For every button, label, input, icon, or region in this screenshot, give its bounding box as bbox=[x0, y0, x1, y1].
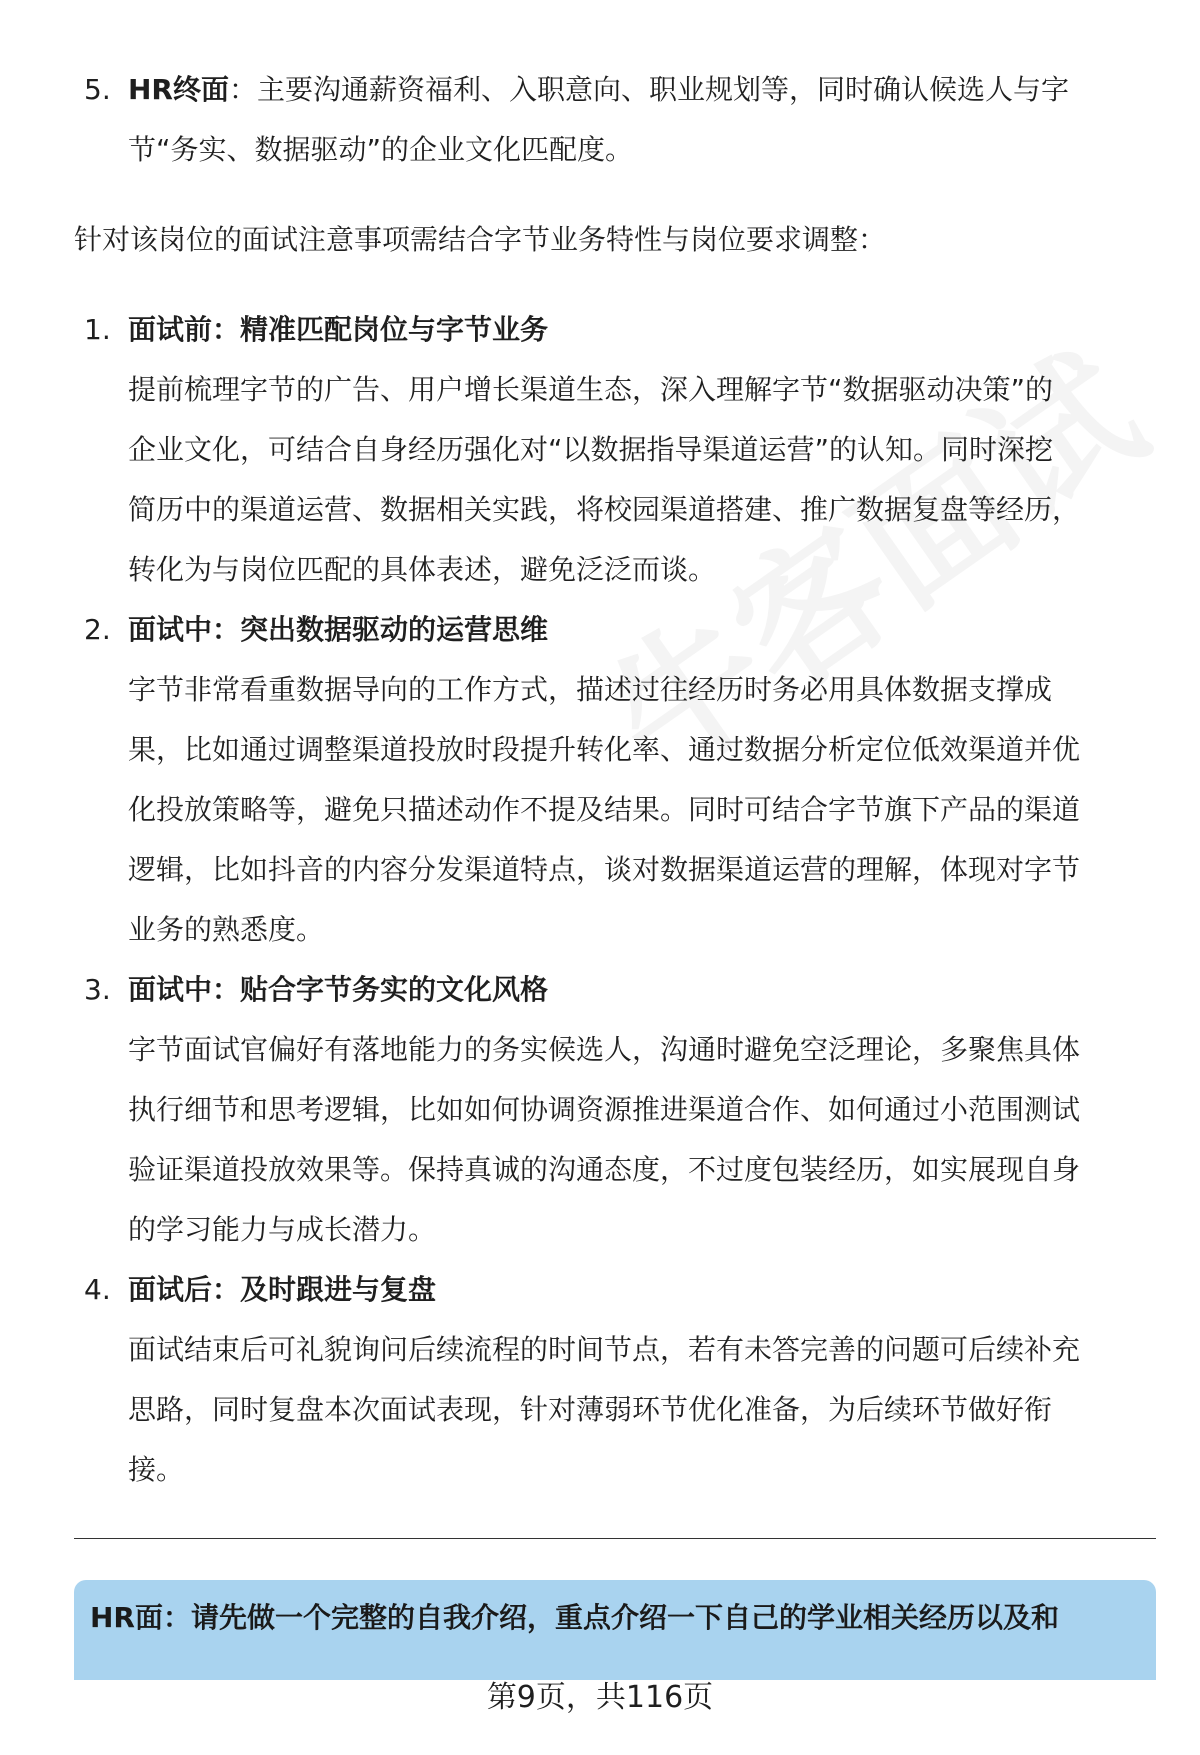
list-number: 1. bbox=[84, 313, 111, 346]
paragraph-line: 思路，同时复盘本次面试表现，针对薄弱环节优化准备，为后续环节做好衔 bbox=[128, 1393, 1053, 1426]
paragraph-line: 简历中的渠道运营、数据相关实践，将校园渠道搭建、推广数据复盘等经历， bbox=[128, 493, 1081, 526]
numbered-list bbox=[84, 300, 1144, 1500]
item-label: HR终面 bbox=[128, 73, 229, 106]
list-item-5-line-2: 节“务实、数据驱动”的企业文化匹配度。 bbox=[128, 133, 634, 166]
list-paragraph bbox=[128, 660, 1144, 960]
paragraph-line: 验证渠道投放效果等。保持真诚的沟通态度，不过度包装经历，如实展现自身 bbox=[128, 1153, 1081, 1186]
paragraph-line: 企业文化，可结合自身经历强化对“以数据指导渠道运营”的认知。同时深挖 bbox=[128, 433, 1054, 466]
list-number: 2. bbox=[84, 613, 111, 646]
paragraph-line: 字节非常看重数据导向的工作方式，描述过往经历时务必用具体数据支撑成 bbox=[128, 673, 1053, 706]
section-divider bbox=[74, 1538, 1156, 1539]
paragraph-line: 面试结束后可礼貌询问后续流程的时间节点，若有未答完善的问题可后续补充 bbox=[128, 1333, 1081, 1366]
list-paragraph bbox=[128, 360, 1144, 600]
list-item-5-line-1 bbox=[128, 60, 1144, 120]
paragraph-line: 业务的熟悉度。 bbox=[128, 913, 325, 946]
list-number: 4. bbox=[84, 1273, 111, 1306]
list-heading: 面试中：贴合字节务实的文化风格 bbox=[128, 973, 549, 1006]
list-item-1 bbox=[84, 300, 1144, 600]
paragraph-line: 化投放策略等，避免只描述动作不提及结果。同时可结合字节旗下产品的渠道 bbox=[128, 793, 1081, 826]
paragraph-line: 果，比如通过调整渠道投放时段提升转化率、通过数据分析定位低效渠道并优 bbox=[128, 733, 1081, 766]
list-item-3 bbox=[84, 960, 1144, 1260]
list-paragraph bbox=[128, 1320, 1144, 1500]
paragraph-line: 转化为与岗位匹配的具体表述，避免泛泛而谈。 bbox=[128, 553, 717, 586]
paragraph-line: 字节面试官偏好有落地能力的务实候选人，沟通时避免空泛理论，多聚焦具体 bbox=[128, 1033, 1081, 1066]
paragraph-line: 的学习能力与成长潜力。 bbox=[128, 1213, 437, 1246]
list-heading: 面试中：突出数据驱动的运营思维 bbox=[128, 613, 549, 646]
paragraph-line: 逻辑，比如抖音的内容分发渠道特点，谈对数据渠道运营的理解，体现对字节 bbox=[128, 853, 1081, 886]
list-item-4 bbox=[84, 1260, 1144, 1500]
list-paragraph bbox=[128, 1020, 1144, 1260]
list-heading: 面试后：及时跟进与复盘 bbox=[128, 1273, 437, 1306]
page-footer: 第9页，共116页 bbox=[486, 1680, 714, 1715]
list-heading: 面试前：精准匹配岗位与字节业务 bbox=[128, 313, 549, 346]
paragraph-line: 接。 bbox=[128, 1453, 185, 1486]
paragraph-line: 执行细节和思考逻辑，比如如何协调资源推进渠道合作、如何通过小范围测试 bbox=[128, 1093, 1081, 1126]
list-number: 5. bbox=[84, 73, 111, 106]
paragraph-line: 提前梳理字节的广告、用户增长渠道生态，深入理解字节“数据驱动决策”的 bbox=[128, 373, 1054, 406]
question-text: HR面：请先做一个完整的自我介绍，重点介绍一下自己的学业相关经历以及和 bbox=[90, 1601, 1059, 1634]
item-text: ：主要沟通薪资福利、入职意向、职业规划等，同时确认候选人与字 bbox=[229, 73, 1070, 106]
list-item-2 bbox=[84, 600, 1144, 960]
intro-paragraph: 针对该岗位的面试注意事项需结合字节业务特性与岗位要求调整： bbox=[74, 223, 887, 256]
list-number: 3. bbox=[84, 973, 111, 1006]
question-box bbox=[74, 1580, 1156, 1680]
list-item-5 bbox=[84, 60, 1144, 180]
